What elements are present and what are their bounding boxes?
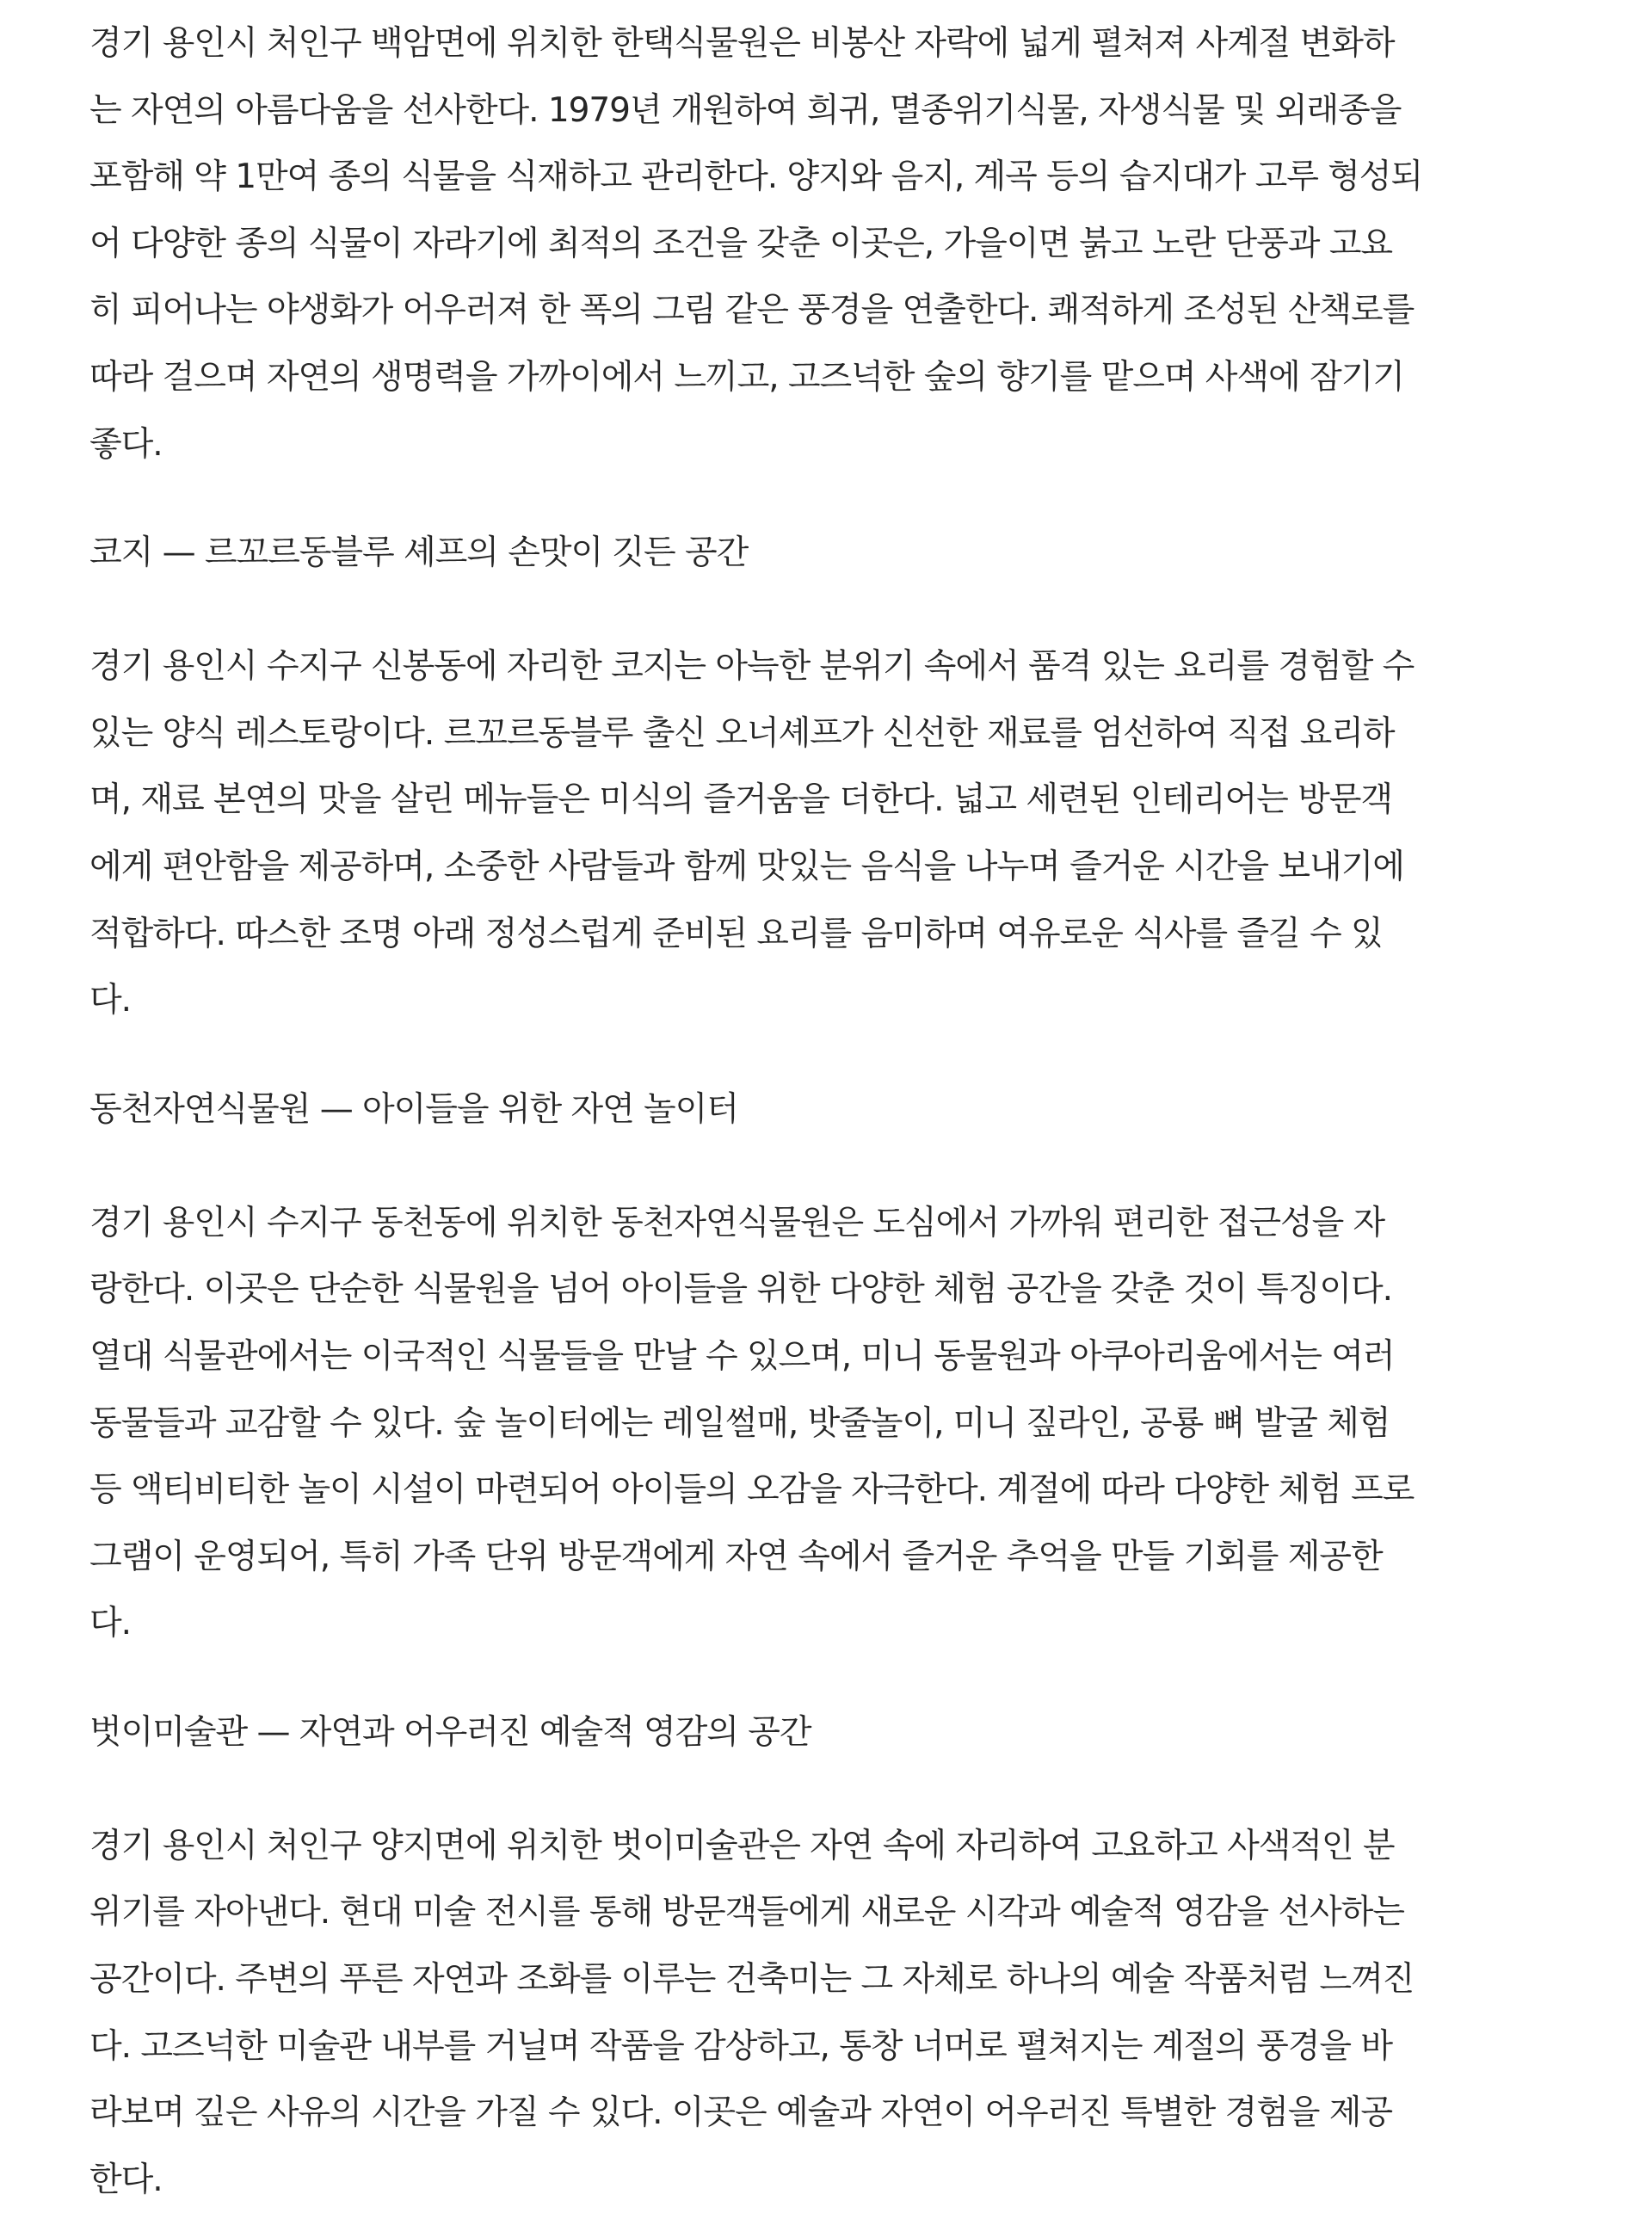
paragraph-line: 그램이 운영되어, 특히 가족 단위 방문객에게 자연 속에서 즐거운 추억을 만들 기회를 제공한 [89, 1537, 1383, 1576]
paragraph-line: 동물들과 교감할 수 있다. 숲 놀이터에는 레일썰매, 밧줄놀이, 미니 짚라인, 공룡 뼈 발굴 체험 [89, 1403, 1390, 1443]
paragraph-line: 는 자연의 아름다움을 선사한다. 1979년 개원하여 희귀, 멸종위기식물, 자생식물 및 외래종을 [89, 90, 1402, 130]
section-spacer [89, 1657, 1540, 1707]
paragraph-line: 경기 용인시 수지구 동천동에 위치한 동천자연식물원은 도심에서 가까워 편리한 접근성을 자 [89, 1203, 1385, 1242]
paragraph-hantaek-botanical-garden [89, 10, 1540, 478]
paragraph-line: 공간이다. 주변의 푸른 자연과 조화를 이루는 건축미는 그 자체로 하나의 예술 작품처럼 느껴진 [89, 1960, 1415, 2000]
section-spacer [89, 1034, 1540, 1084]
paragraph-line: 좋다. [89, 424, 163, 464]
paragraph-line: 다. [89, 981, 131, 1020]
paragraph-cozy-restaurant [89, 633, 1540, 1034]
section-beoti-art-museum [89, 1707, 1540, 2213]
section-hantaek-botanical-garden [89, 10, 1540, 478]
paragraph-line: 랑한다. 이곳은 단순한 식물원을 넘어 아이들을 위한 다양한 체험 공간을 갖춘 것이 특징이다. [89, 1270, 1392, 1310]
article-body [89, 10, 1540, 2213]
paragraph-line: 다. 고즈넉한 미술관 내부를 거닐며 작품을 감상하고, 통창 너머로 펼쳐지는 계절의 풍경을 바 [89, 2026, 1392, 2066]
heading-spacer [89, 1136, 1540, 1190]
paragraph-line: 따라 걸으며 자연의 생명력을 가까이에서 느끼고, 고즈넉한 숲의 향기를 맡으며 사색에 잠기기 [89, 357, 1404, 397]
paragraph-line: 어 다양한 종의 식물이 자라기에 최적의 조건을 갖춘 이곳은, 가을이면 붉고 노란 단풍과 고요 [89, 224, 1392, 263]
paragraph-line: 적합하다. 따스한 조명 아래 정성스럽게 준비된 요리를 음미하며 여유로운 식사를 즐길 수 있 [89, 914, 1383, 953]
heading-spacer [89, 579, 1540, 633]
section-spacer [89, 478, 1540, 527]
paragraph-beoti-art-museum [89, 1813, 1540, 2213]
section-dongcheon-botanical-garden [89, 1084, 1540, 1657]
heading-spacer [89, 1759, 1540, 1813]
paragraph-line: 며, 재료 본연의 맛을 살린 메뉴들은 미식의 즐거움을 더한다. 넓고 세련된 인테리어는 방문객 [89, 780, 1392, 820]
paragraph-line: 등 액티비티한 놀이 시설이 마련되어 아이들의 오감을 자극한다. 계절에 따라 다양한 체험 프로 [89, 1470, 1415, 1510]
paragraph-line: 위기를 자아낸다. 현대 미술 전시를 통해 방문객들에게 새로운 시각과 예술적 영감을 선사하는 [89, 1893, 1404, 1933]
section-heading-cozy: 코지 — 르꼬르동블루 셰프의 손맛이 깃든 공간 [89, 533, 749, 573]
paragraph-line: 포함해 약 1만여 종의 식물을 식재하고 관리한다. 양지와 음지, 계곡 등의 습지대가 고루 형성되 [89, 157, 1423, 197]
paragraph-line: 한다. [89, 2160, 163, 2199]
paragraph-dongcheon-botanical-garden [89, 1190, 1540, 1657]
paragraph-line: 에게 편안함을 제공하며, 소중한 사람들과 함께 맛있는 음식을 나누며 즐거운 시간을 보내기에 [89, 847, 1404, 886]
paragraph-line: 경기 용인시 처인구 양지면에 위치한 벗이미술관은 자연 속에 자리하여 고요하고 사색적인 분 [89, 1826, 1395, 1865]
paragraph-line: 라보며 깊은 사유의 시간을 가질 수 있다. 이곳은 예술과 자연이 어우러진 특별한 경험을 제공 [89, 2093, 1392, 2133]
paragraph-line: 경기 용인시 처인구 백암면에 위치한 한택식물원은 비봉산 자락에 넓게 펼쳐져 사계절 변화하 [89, 24, 1395, 63]
paragraph-line: 경기 용인시 수지구 신봉동에 자리한 코지는 아늑한 분위기 속에서 품격 있는 요리를 경험할 수 [89, 647, 1415, 687]
section-heading-beoti: 벗이미술관 — 자연과 어우러진 예술적 영감의 공간 [89, 1712, 811, 1752]
paragraph-line: 있는 양식 레스토랑이다. 르꼬르동블루 출신 오너셰프가 신선한 재료를 엄선하여 직접 요리하 [89, 713, 1395, 753]
section-cozy-restaurant [89, 527, 1540, 1034]
paragraph-line: 히 피어나는 야생화가 어우러져 한 폭의 그림 같은 풍경을 연출한다. 쾌적하게 조성된 산책로를 [89, 291, 1415, 330]
paragraph-line: 열대 식물관에서는 이국적인 식물들을 만날 수 있으며, 미니 동물원과 아쿠아리움에서는 여러 [89, 1336, 1395, 1376]
section-heading-dongcheon: 동천자연식물원 — 아이들을 위한 자연 놀이터 [89, 1089, 738, 1129]
paragraph-line: 다. [89, 1604, 131, 1643]
